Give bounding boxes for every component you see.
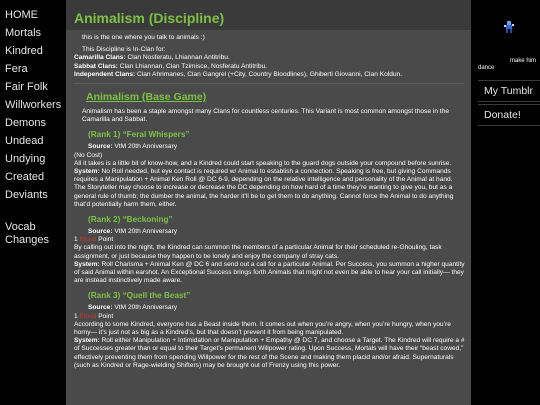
nav-mortals[interactable]: Mortals	[5, 27, 42, 39]
dance-caption	[476, 58, 540, 72]
nav-undead[interactable]: Undead	[5, 135, 44, 147]
rank-3-source-value: VtM 20th Anniversary	[112, 304, 178, 312]
rank-2-flavor: By calling out into the night, the Kindred can summon the members of a particular Animal for their scheduled re-Ghouling, task assignment, or just because they happen to be lonely and enjoy the company of stray cats.	[74, 244, 442, 260]
inclan-lead: This Discipline is In-Clan for:	[82, 46, 166, 54]
nav-undying[interactable]: Undying	[5, 153, 46, 165]
rank-1-system-label: System:	[74, 168, 100, 176]
rank-3-system	[74, 337, 465, 370]
nav-kindred[interactable]: Kindred	[5, 45, 43, 57]
rank-1-title: (Rank 1) “Feral Whispers”	[88, 130, 190, 140]
rank-2-title: (Rank 2) “Beckoning”	[88, 215, 173, 225]
page-title: Animalism (Discipline)	[66, 0, 471, 30]
dancer-icon[interactable]	[502, 20, 516, 34]
independent-list: Clan Ahrimanes, Clan Gangrel (+City, Country Bloodlines), Ghiberti Giovanni, Clan Koldun.	[135, 70, 403, 78]
section-description: Animalism has been a staple amongst many Clans for countless centuries. This Variant is most common amongst those in the Camarilla and Sabbat.	[82, 108, 449, 124]
nav-fera[interactable]: Fera	[5, 63, 28, 75]
rank-2-system	[74, 261, 465, 286]
intro-text: this is the one where you talk to animals :)	[82, 34, 205, 41]
sabbat-clans	[74, 63, 465, 71]
nav-vocab-line1: Vocab	[5, 221, 36, 233]
rank-3-cost	[74, 313, 465, 321]
rank-3-flavor: According to some Kindred, everyone has a Beast inside them. It comes out when you’re angry, when you’re hungry, when you’re horny— it’s just not as big as a Kindred’s, but that doesn’t prevent it from being manipulated.	[74, 320, 451, 337]
rank-3-title: (Rank 3) “Quell the Beast”	[88, 291, 191, 301]
rank-3-cost-tail: Point	[96, 312, 114, 320]
rank-2-cost-num: 1	[74, 236, 80, 244]
rank-2-source-label: Source:	[88, 228, 113, 236]
rank-2-cost-blood: Blood	[79, 236, 97, 244]
rank-3-source	[74, 304, 465, 312]
rank-3-cost-num: 1	[74, 312, 80, 320]
camarilla-list: Clan Nosferatu, Lhiannan Antitribu.	[125, 54, 230, 62]
rank-2-source	[74, 228, 465, 236]
dance-caption-line2: dance	[478, 65, 495, 71]
camarilla-clans	[74, 54, 465, 62]
rank-3-system-text: Roll either Manipulation + Intimidation or Manipulation + Empathy @ DC 7, and choose a Target. The Kindred will require a # of Successes greater than or equal to their Target’s permanent Willpower rating. Upon Success, Mortals will have their “beast cowed,” effectively preventing them from spending Willpower for the rest of the Scene and making them placid and/or afraid. Supernaturals (such as Kindred or Rage-wielding Shifters) may be brought out of Frenzy using this power.	[74, 337, 465, 369]
section-divider	[74, 83, 465, 84]
donate-button[interactable]: Donate!	[478, 104, 540, 126]
rank-2-cost-tail: Point	[96, 236, 114, 244]
rank-1-cost: (No Cost)	[74, 151, 103, 159]
rank-2-system-label: System:	[74, 260, 100, 268]
rank-3-cost-blood: Blood	[79, 312, 97, 320]
rank-3-source-label: Source:	[88, 304, 113, 312]
camarilla-label: Camarilla Clans:	[74, 54, 126, 62]
rank-1-source-label: Source:	[88, 143, 113, 151]
right-panel	[476, 0, 540, 405]
dance-caption-line1: make him	[509, 58, 536, 64]
nav-created[interactable]: Created	[5, 171, 45, 183]
nav-willworkers[interactable]: Willworkers	[5, 99, 62, 111]
rank-1-system	[74, 168, 465, 209]
rank-1-source-value: VtM 20th Anniversary	[112, 143, 178, 151]
rank-1-system-text: No Roll needed, but eye contact is required w/ Animal to establish a connection. Speaking is free, but giving Commands requires a Manipulation + Animal Ken Roll @ DC 6-9, depending on the relative intelligence and personality of the Animal at hand. The Storyteller may choose to increase or decrease the DC depending on how hard of a time they’re wanting to give you, but as a general rule of thumb; the dumber the animal, the harder it’ll be to get them to do anything. Cannot force the Animal to do anything that’d potentially harm them, either.	[74, 168, 454, 208]
rank-2-system-text: Roll Charisma + Animal Ken @ DC 6 and send out a call for a particular Animal. Per Success, you summon a higher quantity of said Animal within earshot. An Exceptional Success brings forth Animals that might not even be able to hear your call initially— they are instead instinctively made aware.	[74, 260, 465, 285]
nav-vocab-changes[interactable]	[0, 218, 62, 249]
sabbat-label: Sabbat Clans:	[74, 62, 118, 70]
independent-label: Independent Clans:	[74, 70, 136, 78]
rank-3-system-label: System:	[74, 337, 100, 345]
sabbat-list: Clan Lhiannan, Clan Tzimisce, Nosferatu Antitribu.	[117, 62, 268, 70]
main-content	[66, 0, 471, 405]
my-tumblr-button[interactable]: My Tumblr	[478, 80, 540, 102]
rank-1-flavor: All it takes is a little bit of know-how, and a Kindred could start speaking to the guard dogs outside your compound before sunrise.	[74, 159, 452, 167]
nav-demons[interactable]: Demons	[5, 117, 46, 129]
rank-2-cost	[74, 236, 465, 244]
nav-vocab-line2: Changes	[5, 234, 50, 246]
section-title: Animalism (Base Game)	[86, 91, 207, 104]
nav-deviants[interactable]: Deviants	[5, 189, 48, 201]
rank-1-source	[74, 143, 465, 151]
left-nav	[0, 0, 62, 405]
nav-home[interactable]: HOME	[5, 9, 38, 21]
article-body	[66, 30, 471, 370]
nav-fair-folk[interactable]: Fair Folk	[5, 81, 48, 93]
independent-clans	[74, 71, 465, 79]
rank-2-source-value: VtM 20th Anniversary	[112, 228, 178, 236]
